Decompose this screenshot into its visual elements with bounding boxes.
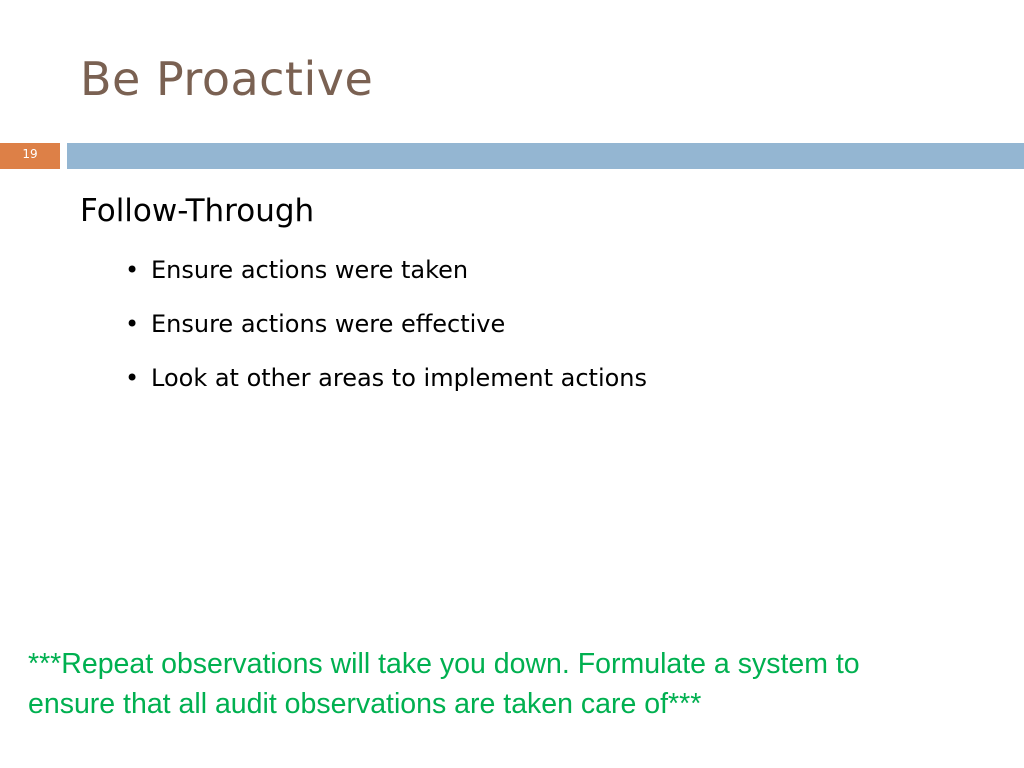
- accent-bar: [67, 143, 1024, 169]
- slide-number: 19: [22, 147, 38, 161]
- bullet-list: [125, 256, 647, 418]
- bullet-text: Look at other areas to implement actions: [151, 364, 648, 392]
- bullet-text: Ensure actions were taken: [151, 256, 469, 284]
- note-text: ***Repeat observations will take you down. Formulate a system to ensure that all audit observations are taken care of***: [28, 648, 860, 720]
- bullet-item: [125, 310, 647, 364]
- bullet-text: Ensure actions were effective: [151, 310, 506, 338]
- bullet-icon: •: [125, 256, 140, 284]
- section-heading: Follow-Through: [80, 193, 315, 229]
- slide-number-badge: [0, 143, 60, 169]
- bullet-icon: •: [125, 364, 140, 392]
- bullet-item: [125, 364, 647, 418]
- bullet-item: [125, 256, 647, 310]
- bullet-icon: •: [125, 310, 140, 338]
- slide-title: Be Proactive: [80, 52, 374, 106]
